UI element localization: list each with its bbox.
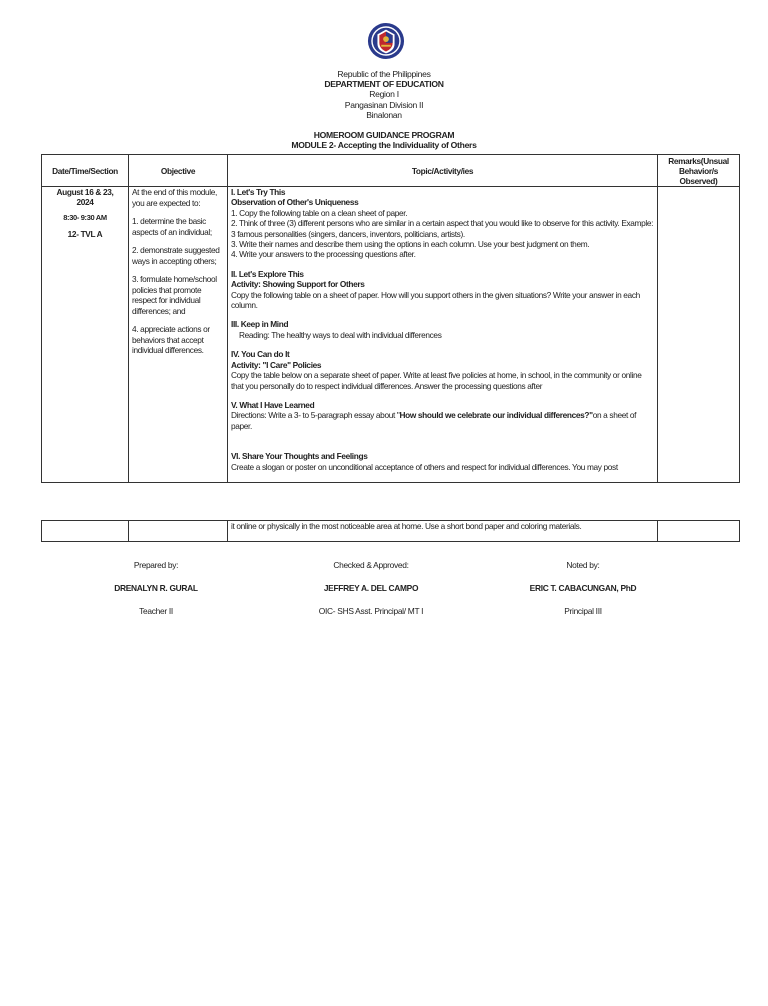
topic-cell [228,187,658,483]
objective-intro: At the end of this module, you are expected to: [132,187,217,208]
remarks-cell-empty [658,521,740,542]
section-4-text: Copy the table below on a separate sheet of paper. Write at least five policies at home, in school, in the community or online that you personally do to respect individual differences. Answer the processing questions after [231,370,642,391]
section-5-text [231,410,654,431]
section-2-title: II. Let's Explore This [231,268,304,279]
section-1-subtitle: Observation of Other's Uniqueness [231,197,359,208]
table-header-row [42,155,740,187]
lesson-plan-table-continued [41,520,740,542]
section-5-text-start: Directions: Write a 3- to 5-paragraph essay about " [231,410,400,421]
section-3-text: Reading: The healthy ways to deal with individual differences [239,329,442,340]
objective-cell-empty [129,521,228,542]
section-5-question: How should we celebrate our individual differences?" [399,410,593,421]
col-header-remarks: Remarks(Unsual Behavior/s Observed) [658,155,740,187]
header-block [0,69,768,150]
header-republic: Republic of the Philippines [337,69,431,79]
objective-3: 3. formulate home/school policies that promote respect for individual differences; and [132,274,217,316]
date-text: August 16 & 23, 2024 [56,187,114,207]
deped-seal-logo [367,22,405,60]
signature-prepared [56,560,256,629]
date-cell-empty [42,521,129,542]
section-3-title: III. Keep in Mind [231,319,289,330]
signature-role: Noted by: [566,560,600,570]
section-2-text: Copy the following table on a sheet of paper. How will you support others in the given situations? Write your answer in each column. [231,289,640,311]
section-share-thoughts [231,451,654,472]
signature-role: Prepared by: [133,560,179,570]
section-text: 12- TVL A [67,229,103,239]
time-text: 8:30- 9:30 AM [63,213,107,222]
section-4-subtitle: Activity: "I Care" Policies [231,359,322,370]
header-department: DEPARTMENT OF EDUCATION [324,79,444,90]
signature-noted [483,560,683,629]
signature-name: JEFFREY A. DEL CAMPO [323,583,419,593]
objective-2: 2. demonstrate suggested ways in accepting others; [132,245,220,266]
col-header-objective: Objective [129,155,228,187]
col-header-topic: Topic/Activity/ies [228,155,658,187]
lesson-plan-table [41,154,740,483]
section-lets-explore-this [231,269,654,311]
objective-1: 1. determine the basic aspects of an individual; [132,216,212,237]
section-6-text: Create a slogan or poster on unconditional acceptance of others and respect for individual differences. You may post [231,461,618,472]
header-school: Binalonan [366,109,402,120]
section-lets-try-this [231,187,654,260]
section-1-step-3: 3. Write their names and describe them using the options in each column. Use your best judgment on them. [231,239,590,250]
section-keep-in-mind [231,319,654,340]
table-row [42,187,740,483]
section-5-text-end: on a sheet of paper. [231,410,637,431]
section-2-subtitle: Activity: Showing Support for Others [231,279,365,290]
header-program: HOMEROOM GUIDANCE PROGRAM [313,130,455,141]
header-region: Region I [369,89,399,100]
col-header-date: Date/Time/Section [42,155,129,187]
header-module: MODULE 2- Accepting the Individuality of Others [291,140,477,151]
section-6-title: VI. Share Your Thoughts and Feelings [231,451,368,462]
signature-title: Principal III [564,606,602,616]
section-6-continuation: it online or physically in the most noticeable area at home. Use a short bond paper and coloring materials. [228,521,658,542]
signature-name: ERIC T. CABACUNGAN, PhD [529,583,637,593]
signature-title: OIC- SHS Asst. Principal/ MT I [318,606,424,616]
signature-title: Teacher II [139,606,173,616]
section-what-i-have-learned [231,400,654,431]
signature-checked-approved [271,560,471,629]
signature-role: Checked & Approved: [333,560,409,570]
section-you-can-do-it [231,349,654,391]
header-division: Pangasinan Division II [344,99,424,110]
objective-4: 4. appreciate actions or behaviors that accept individual differences. [132,324,210,355]
section-5-title: V. What I Have Learned [231,399,315,410]
signature-name: DRENALYN R. GURAL [114,583,198,593]
date-cell [42,187,129,483]
section-1-step-4: 4. Write your answers to the processing questions after. [231,249,416,260]
section-1-title: I. Let's Try This [231,187,286,197]
table-row [42,521,740,542]
objective-cell [129,187,228,483]
section-1-step-1: 1. Copy the following table on a clean sheet of paper. [231,207,408,218]
section-4-title: IV. You Can do It [231,349,290,360]
remarks-cell [658,187,740,483]
section-1-step-2: 2. Think of three (3) different persons who are similar in a certain aspect that you would like to observe for this activity. Example: 3 famous personalities (singers, dancers, inventors, politicians, artists). [231,218,654,239]
